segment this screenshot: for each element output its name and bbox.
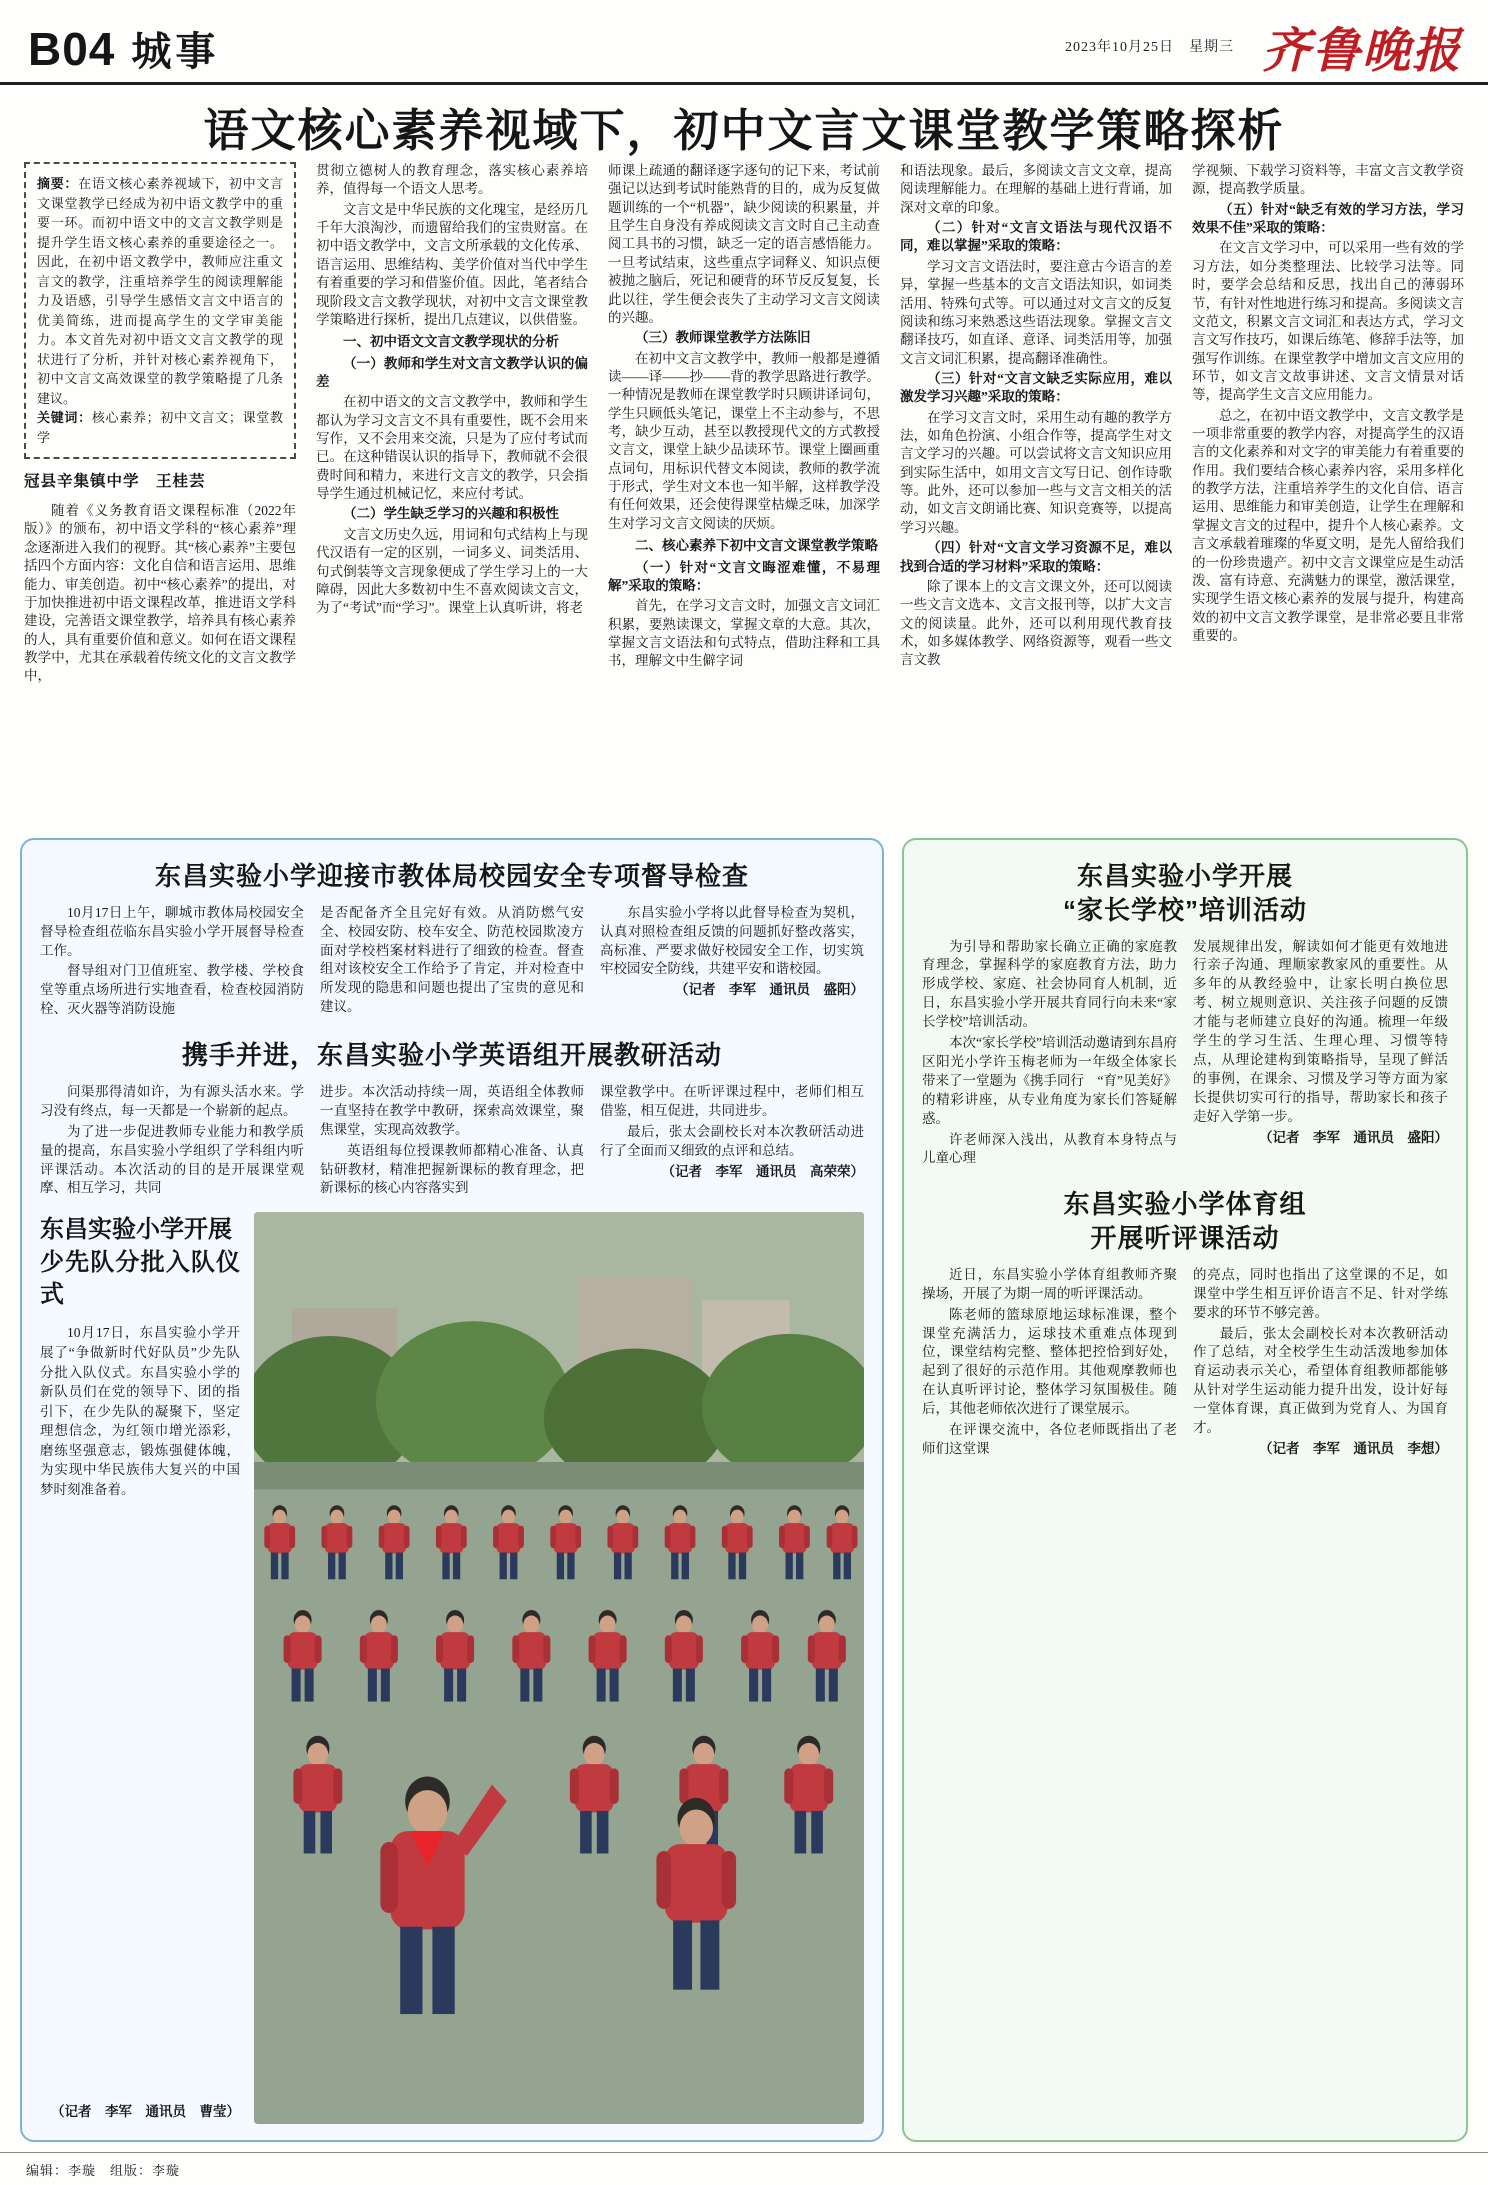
main-article	[24, 162, 1464, 810]
english-group-headline: 携手并进，东昌实验小学英语组开展教研活动	[181, 1040, 722, 1071]
header-rule	[0, 82, 1488, 85]
paragraph: 首先，在学习文言文时，加强文言文词汇积累，要熟读课文，掌握文章的大意。其次，掌握文言文语法和句式特点，借助注释和工具书，理解文中生僻字词	[608, 598, 880, 669]
paragraph: 在评课交流中，各位老师既指出了老师们这堂课	[922, 1422, 1177, 1456]
safety-inspection-columns	[40, 904, 864, 1021]
paragraph: 进步。本次活动持续一周，英语组全体教师一直坚持在教学中教研，探索高效课堂，聚焦课堂，实现高效教学。	[320, 1083, 584, 1137]
section-heading: （一）教师和学生对文言文教学认识的偏差	[316, 355, 588, 389]
parent-school-columns	[922, 938, 1448, 1171]
page-header	[0, 14, 1488, 78]
left-news-box	[20, 838, 884, 2142]
paragraph: 师课上疏通的翻译逐字逐句的记下来，考试前强记以达到考试时能熟背的目的，成为反复做题训练的一个“机器”，缺少阅读的积累量，并且学生自身没有养成阅读文言文时自己主动查阅工具书的习惯，缺乏一定的语言感悟能力。一旦考试结束，这些重点字词释义、知识点便被抛之脑后，死记和硬背的环节反反复复，长此以往，学生便会丧失了主动学习文言文阅读的兴趣。	[608, 163, 880, 325]
news-column	[320, 904, 584, 1021]
paragraph: 随着《义务教育语文课程标准（2022年版）》的颁布，初中语文学科的“核心素养”理念逐渐进入我们的视野。其“核心素养”主要包括四个方面内容：文化自信和语言运用、思维能力、审美创造。初中“核心素养”的提出，对于加快推进初中语文课程改革，推进语文学科建设，完善语文课堂教学，培养具有核心素养的人，具有重要价值和意义。如何在语文课程教学中，尤其在承载着传统文化的文言文教学中，	[24, 503, 296, 684]
column-1-paragraphs	[24, 502, 296, 686]
parent-school-headline	[922, 860, 1448, 928]
abstract-paragraph	[37, 174, 283, 408]
headline-line-2: “家长学校”培训活动	[1062, 894, 1307, 925]
paragraph: 学视频、下载学习资料等，丰富文言文教学资源，提高教学质量。	[1192, 163, 1464, 197]
byline: 冠县辛集镇中学 王桂芸	[24, 473, 206, 490]
paragraph: 最后，张太会副校长对本次教研活动作了总结，对全校学生生动活泼地参加体育运动表示关心，希望体育组教师都能够从针对学生运动能力提升出发，设计好每一堂体育课，真正做到为党育人、为国育才。	[1193, 1325, 1448, 1435]
article-column-2	[316, 162, 588, 810]
section-heading: （四）针对“文言文学习资源不足，难以找到合适的学习材料”采取的策略：	[900, 540, 1172, 574]
section-heading: 二、核心素养下初中文言文课堂教学策略	[635, 538, 878, 554]
young-pioneers-article	[40, 1212, 240, 2124]
paragraph: 总之，在初中语文教学中，文言文教学是一项非常重要的教学内容，对提高学生的汉语言的文化素养和对文字的审美能力有着重要的作用。我们要结合核心素养内容，采用多样化的教学方法，注重培养学生的文化自信、语言运用、思维能力和审美创造，让学生在理解和掌握文言文的过程中，提升个人核心素养。文言文承载着璀璨的华夏文明，是先人留给我们的一份珍贵遗产。初中文言文课堂应是生动活泼、富有诗意、充满魅力的课堂，激活课堂，实现学生语文核心素养的发展与提升，构建高效的初中文言文教学课堂，是非常必要且非常重要的。	[1192, 407, 1464, 643]
keywords-text: 核心素养；初中文言文；课堂教学	[37, 410, 283, 445]
reporter-signature: （记者 李军 通讯员 曹莹）	[51, 2104, 240, 2120]
paragraph: 本次“家长学校”培训活动邀请到东昌府区阳光小学许玉梅老师为一年级全体家长带来了一堂题为《携手同行 “育”见美好》的精彩讲座，从专业角度为家长们答疑解惑。	[922, 1035, 1177, 1126]
news-column	[40, 1323, 240, 2124]
paragraph: 10月17日，东昌实验小学开展了“争做新时代好队员”少先队分批入队仪式。东昌实验小学的新队员们在党的领导下、团的指引下，在少先队的凝聚下，坚定理想信念，为红领巾增光添彩，磨练坚强意志，锻炼强健体魄，为实现中华民族伟大复兴的中国梦时刻准备着。	[40, 1325, 240, 1497]
right-news-box	[902, 838, 1468, 2142]
news-column	[600, 904, 864, 1021]
article-column-1	[24, 162, 296, 810]
paragraph: 发展规律出发，解读如何才能更有效地进行亲子沟通、理顺家教家风的重要性。从多年的从教经验中，让家长明白换位思考、树立规则意识、关注孩子问题的反馈才能与老师建立良好的沟通。梳理一年级学生的学习生活、生理心理、习惯等特点，从理论建构到策略指导，呈现了鲜活的事例，在课余、习惯及学习等方面为家长提供切实可行的指导，帮助家长和孩子走好入学第一步。	[1193, 938, 1448, 1124]
news-column	[1193, 1266, 1448, 2124]
paragraph: 东昌实验小学将以此督导检查为契机，认真对照检查组反馈的问题抓好整改落实，高标准、严要求做好校园安全工作，切实筑牢校园安全防线，共建平安和谐校园。	[600, 904, 864, 977]
reporter-signature: （记者 李军 通讯员 盛阳）	[1259, 1129, 1448, 1145]
ceremony-photo	[254, 1212, 864, 2124]
abstract-label: 摘要：	[37, 176, 79, 191]
headline-line-1: 东昌实验小学体育组	[1063, 1189, 1307, 1220]
paragraph: 课堂教学中。在听评课过程中，老师们相互借鉴，相互促进，共同进步。	[600, 1083, 864, 1118]
section-label	[28, 20, 219, 77]
paragraph: 是否配备齐全且完好有效。从消防燃气安全、校园安防、校车安全、防范校园欺凌方面对学校档案材料进行了细致的检查。督查组对该校安全工作给予了肯定，并对检查中所发现的隐患和问题也提出了宝贵的意见和建议。	[320, 904, 584, 1015]
reporter-signature: （记者 李军 通讯员 盛阳）	[675, 982, 864, 998]
section-heading: （三）针对“文言文缺乏实际应用，难以激发学习兴趣”采取的策略：	[900, 370, 1172, 405]
section-code: B04	[28, 23, 116, 75]
paragraph: 最后，张太会副校长对本次教研活动进行了全面而又细致的点评和总结。	[600, 1123, 864, 1158]
ceremony-photo-illustration	[254, 1212, 864, 2124]
paragraph: 在初中文言文教学中，教师一般都是遵循读——译——抄——背的教学思路进行教学。一种情况是教师在课堂教学时只顾讲译词句，学生只顾低头笔记，课堂上不主动参与，不思考，缺少互动，甚至以教授现代文的方式教授文言文，课堂上缺少品读环节。课堂上圈画重点词句，用标识代替文本阅读，教师的教学流于形式，学生对文本也一知半解，这样教学没有任何效果，还会使得课堂枯燥乏味，加深学生对学习文言文阅读的厌烦。	[608, 350, 880, 531]
headline-line-2: 开展听评课活动	[1090, 1223, 1280, 1254]
reporter-signature: （记者 李军 通讯员 高荣荣）	[661, 1163, 864, 1179]
section-heading: （二）针对“文言文语法与现代汉语不同，难以掌握”采取的策略：	[900, 220, 1172, 254]
paragraph: 在文言文学习中，可以采用一些有效的学习方法，如分类整理法、比较学习法等。同时，要学会总结和反思，找出自己的薄弱环节，有针对性地进行练习和提高。多阅读文言文范文，积累文言文词汇和表达方式，学习文言文写作技巧，如课后练笔、修辞手法等，加强写作训练。在课堂教学中增加文言文应用的环节，如文言文故事讲述、文言文情景对话等，提高学生文言文应用能力。	[1192, 240, 1464, 403]
english-group-columns	[40, 1083, 864, 1200]
section-heading: （五）针对“缺乏有效的学习方法，学习效果不佳”采取的策略：	[1192, 201, 1464, 236]
paragraph: 督导组对门卫值班室、教学楼、学校食堂等重点场所进行实地查看，检查校园消防栓、灭火器等消防设施	[40, 963, 304, 1017]
article-column-4	[900, 162, 1172, 810]
abstract-text: 在语文核心素养视域下，初中文言文课堂教学已经成为初中语文教学中的重要一环。而初中语文中的文言文教学则是提升学生语文核心素养的重要途径之一。因此，在初中语文教学中，教师应注重文言文的教学，注重培养学生的阅读理解能力及语感，引导学生感悟文言文中语言的优美简练，进而提高学生的文学审美能力。本文首先对初中语文文言文教学的现状进行了分析，并针对核心素养视角下，初中文言文高效课堂的教学策略提了几条建议。	[37, 176, 283, 406]
paragraph: 贯彻立德树人的教育理念，落实核心素养培养，值得每一个语文人思考。	[316, 163, 588, 197]
pe-group-headline	[922, 1188, 1448, 1256]
paragraph: 在初中语文的文言文教学中，教师和学生都认为学习文言文不具有重要性，既不会用来写作，又不会用来交流，只是为了应付考试而已。在这种错误认识的指导下，教师就不会很费时间和精力，来进行文言文的教学，只会指导学生通过机械记忆，来应付考试。	[316, 394, 588, 502]
main-headline: 语文核心素养视域下，初中文言文课堂教学策略探析	[203, 105, 1285, 156]
news-column	[600, 1083, 864, 1200]
news-column	[1193, 938, 1448, 1171]
young-pioneers-headline	[40, 1214, 240, 1311]
section-heading: （三）教师课堂教学方法陈旧	[635, 330, 811, 346]
article-column-5	[1192, 162, 1464, 810]
headline-line-1: 东昌实验小学开展	[1076, 861, 1293, 891]
section-heading: （二）学生缺乏学习的兴趣和积极性	[343, 506, 559, 522]
paragraph: 英语组每位授课教师都精心准备、认真钻研教材，精准把握新课标的教育理念，把新课标的核心内容落实到	[320, 1142, 584, 1196]
headline-line-2: 少先队分批入队仪式	[40, 1248, 240, 1309]
paragraph: 10月17日上午，聊城市教体局校园安全督导检查组莅临东昌实验小学开展督导检查工作。	[40, 904, 304, 958]
header-right	[1065, 14, 1462, 78]
section-heading: 一、初中语文文言文教学现状的分析	[343, 334, 559, 350]
paragraph: 在学习文言文时，采用生动有趣的教学方法，如角色扮演、小组合作等，提高学生对文言文学习的兴趣。可以尝试将文言文知识应用到实际生活中，如用文言文写日记、创作诗歌等。此外，还可以参加一些与文言文相关的活动，如文言文朗诵比赛、知识竞赛等，以提高学习兴趣。	[900, 409, 1172, 535]
paragraph: 问渠那得清如许，为有源头活水来。学习没有终点，每一天都是一个崭新的起点。	[40, 1083, 304, 1118]
paragraph: 许老师深入浅出，从教育本身特点与儿童心理	[922, 1131, 1177, 1166]
paragraph: 为引导和帮助家长确立正确的家庭教育理念，掌握科学的家庭教育方法，助力形成学校、家庭、社会协同育人机制，近日，东昌实验小学开展共育同行向未来“家长学校”培训活动。	[922, 938, 1177, 1030]
paragraph: 近日，东昌实验小学体育组教师齐聚操场，开展了为期一周的听评课活动。	[922, 1266, 1177, 1301]
article-column-3	[608, 162, 880, 810]
paragraph: 文言文历史久远，用词和句式结构上与现代汉语有一定的区别，一词多义、词类活用、句式倒装等文言现象便成了学生学习上的一大障碍，因此大多数初中生不喜欢阅读文言文，为了“考试”而“学习”。课堂上认真听讲，将老	[316, 526, 588, 616]
news-column	[40, 1083, 304, 1200]
paragraph: 的亮点，同时也指出了这堂课的不足，如课堂中学生相互评价语言不足、针对学练要求的环节不够完善。	[1193, 1266, 1448, 1320]
keywords-label: 关键词：	[37, 410, 92, 425]
footer-rule	[0, 2152, 1488, 2153]
young-pioneers-section	[40, 1212, 864, 2124]
news-column	[922, 1266, 1177, 2124]
news-column	[922, 938, 1177, 1171]
paragraph: 除了课本上的文言文课文外，还可以阅读一些文言文选本、文言文报刊等，以扩大文言文的阅读量。此外，还可以利用现代教育技术，如多媒体教学、网络资源等，观看一些文言文教	[900, 578, 1172, 668]
pe-group-columns	[922, 1266, 1448, 2124]
paragraph: 为了进一步促进教师专业能力和教学质量的提高，东昌实验小学组织了学科组内听评课活动。本次活动的目的是开展课堂观摩、相互学习，共同	[40, 1123, 304, 1196]
headline-line-1: 东昌实验小学开展	[40, 1216, 232, 1244]
safety-inspection-headline: 东昌实验小学迎接市教体局校园安全专项督导检查	[154, 861, 749, 891]
paragraph: 学习文言文语法时，要注意古今语言的差异，掌握一些基本的文言文语法知识，如词类活用、特殊句式等。可以通过对文言文的反复阅读和练习来熟悉这些语法现象。掌握文言文翻译技巧，如直译、意译、词类活用等，加强文言文词汇积累，提高翻译准确性。	[900, 258, 1172, 366]
paragraph: 文言文是中华民族的文化瑰宝，是经历几千年大浪淘沙，而遗留给我们的宝贵财富。在初中语文教学中，文言文所承载的文化传承、语言运用、思维结构、美学价值对当代中学生有着重要的学习和借鉴价值。因此，笔者结合现阶段文言文教学现状，对初中文言文课堂教学策略进行探析，提出几点建议，以供借鉴。	[316, 201, 588, 327]
news-column	[320, 1083, 584, 1200]
paragraph: 和语法现象。最后，多阅读文言文文章，提高阅读理解能力。在理解的基础上进行背诵，加深对文章的印象。	[900, 163, 1172, 215]
abstract-box	[24, 162, 296, 459]
news-column	[40, 904, 304, 1021]
section-heading: （一）针对“文言文晦涩难懂，不易理解”采取的策略：	[608, 559, 880, 593]
newspaper-masthead: 齐鲁晚报	[1261, 24, 1462, 78]
paragraph: 陈老师的篮球原地运球标准课，整个课堂充满活力，运球技术重难点体现到位，课堂结构完整、整体把控恰到好处，起到了很好的示范作用。其他观摩教师也在认真听评讨论，整体学习氛围极佳。随后，其他老师依次进行了课堂展示。	[922, 1306, 1177, 1417]
reporter-signature: （记者 李军 通讯员 李想）	[1259, 1440, 1448, 1456]
date-text: 2023年10月25日 星期三	[1064, 40, 1234, 55]
section-name: 城事	[131, 30, 220, 74]
keywords-paragraph	[37, 408, 283, 447]
footer-credits: 编辑：李璇 组版：李璇	[26, 2163, 181, 2178]
